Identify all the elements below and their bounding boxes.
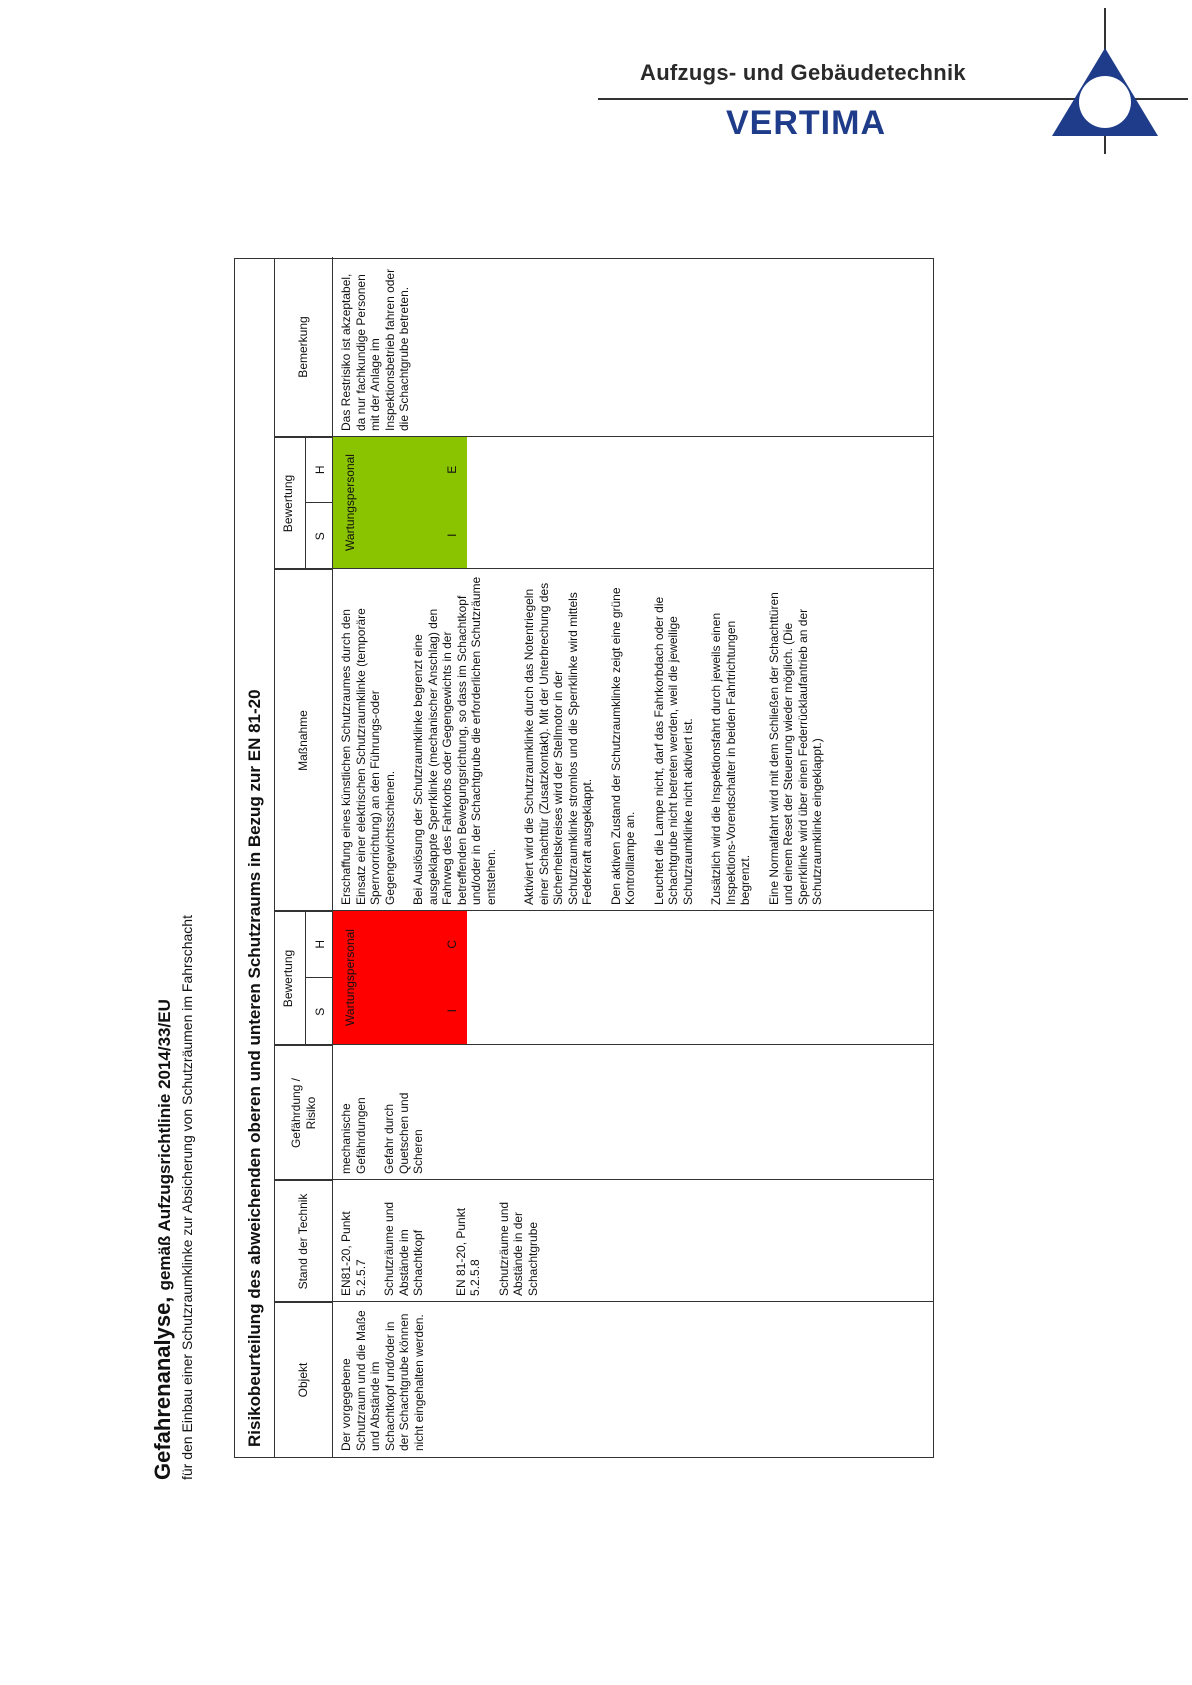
stand-item: EN81-20, Punkt 5.2.5.7 [339,1211,368,1296]
title-main: Gefahrenanalyse, [150,1296,175,1480]
subheader-h2: H [306,437,333,504]
header-gefaehrdung-line1: Gefährdung / [288,1077,303,1149]
table-heading: Risikobeurteilung des abweichenden oberen und unteren Schutzraums in Bezug zur EN 81-20 [235,259,275,1457]
objekt-text: Der vorgegebene Schutzraum und die Maße und Abstände im Schachtkopf und/oder in der Schachtgrube können nicht eingehalten werden. [339,1310,426,1451]
cell-objekt [339,1302,440,1457]
cell-bemerkung [339,257,426,437]
massnahme-item: Leuchtet die Lampe nicht, darf das Fahrkorbdach oder die Schachtgrube nicht betreten werden, weil die jeweilige Schutzraumklinke nicht aktiviert ist. [651,596,695,905]
company-name: VERTIMA [726,104,886,142]
massnahme-item: Zusätzlich wird die Inspektionsfahrt durch jeweils einen Inspektions-Vorendschalter in beiden Fahrtrichtungen begrenzt. [709,612,752,905]
document-title [150,999,176,1480]
title-suffix: gemäß Aufzugsrichtlinie 2014/33/EU [155,999,174,1291]
subheader-s: S [312,1007,327,1016]
rating-before-s: I [445,1009,459,1013]
triangle-circle-logo-icon [1040,8,1190,154]
header-bewertung-after: Bewertung [275,437,333,569]
risk-table [234,258,934,1458]
rating-before-h: C [445,939,459,949]
massnahme-item: Den aktiven Zustand der Schutzraumklinke zeigt eine grüne Kontrolllampe an. [608,587,637,905]
rating-before-role: Wartungspersonal [343,929,357,1026]
subheader-h: H [306,911,333,979]
rating-after [333,437,467,568]
bemerkung-text: Das Restrisiko ist akzeptabel, da nur fachkundige Personen mit der Anlage im Inspektionsbetrieb fahren oder die Schachtgrube betreten. [339,268,411,431]
massnahme-item: Bei Auslösung der Schutzraumklinke begrenzt eine ausgeklappte Sperrklinke (mechanischer Anschlag) den Fahrweg des Fahrkorbs oder Gegengewichts in der betreffenden Bewegungsrichtung, so dass im Schachtkopf und/oder in der Schachtgrube die erforderlichen Schutzräume entstehen. [411,576,498,905]
document-subtitle: für den Einbau einer Schutzraumklinke zur Absicherung von Schutzräumen im Fahrschacht [179,915,195,1480]
header-bewertung-before: Bewertung [275,911,333,1045]
massnahme-item: Erschaffung eines künstlichen Schutzraumes durch den Einsatz einer elektrischen Schutzraumklinke (temporäre Sperrvorrichtung) an den Führungs-oder Gegengewichtsschienen. [339,608,397,905]
header-gefaehrdung-line2: Risiko [303,1096,318,1130]
gefaehrdung-item: Gefahr durch Quetschen und Scheren [382,1092,425,1174]
subheader-after [305,437,333,569]
header-objekt: Objekt [275,1302,333,1457]
header-stand: Stand der Technik [275,1180,333,1302]
gefaehrdung-item: mechanische Gefährdungen [339,1097,368,1174]
rating-before [333,911,467,1044]
stand-item: Schutzräume und Abstände in der Schachtgrube [496,1201,540,1296]
massnahme-item: Aktiviert wird die Schutzraumklinke durch das Notentriegeln einer Schachttür (Zusatzkontakt). Mit der Unterbrechung des Sicherheitskreises wird der Stellmotor in der Schutzraumklinke stromlos und die Sperrklinke wird mittels Federkraft ausgeklappt. [522,582,594,905]
subheader-before [305,911,333,1045]
massnahme-item: Eine Normalfahrt wird mit dem Schließen der Schachttüren und einem Reset der Steuerung wieder möglich. (Die Sperrklinke wird über einen Federrücklaufantrieb an der Schutzraumklinke eingeklappt.) [766,592,824,905]
header-massnahme: Maßnahme [275,569,333,911]
rating-after-s: I [445,533,459,537]
cell-stand [339,1180,554,1302]
cell-gefaehrdung [339,1045,440,1180]
header-gefaehrdung [275,1045,333,1180]
subheader-s2: S [312,532,327,541]
company-tagline: Aufzugs- und Gebäudetechnik [640,60,966,85]
header-bemerkung: Bemerkung [275,257,333,437]
rating-after-role: Wartungspersonal [343,454,357,551]
rotated-page [150,200,940,1480]
stand-item: Schutzräume und Abstände im Schachtkopf [382,1201,425,1296]
stand-item: EN 81-20, Punkt 5.2.5.8 [453,1207,482,1296]
cell-massnahme [339,569,839,911]
rating-after-h: E [445,465,459,474]
